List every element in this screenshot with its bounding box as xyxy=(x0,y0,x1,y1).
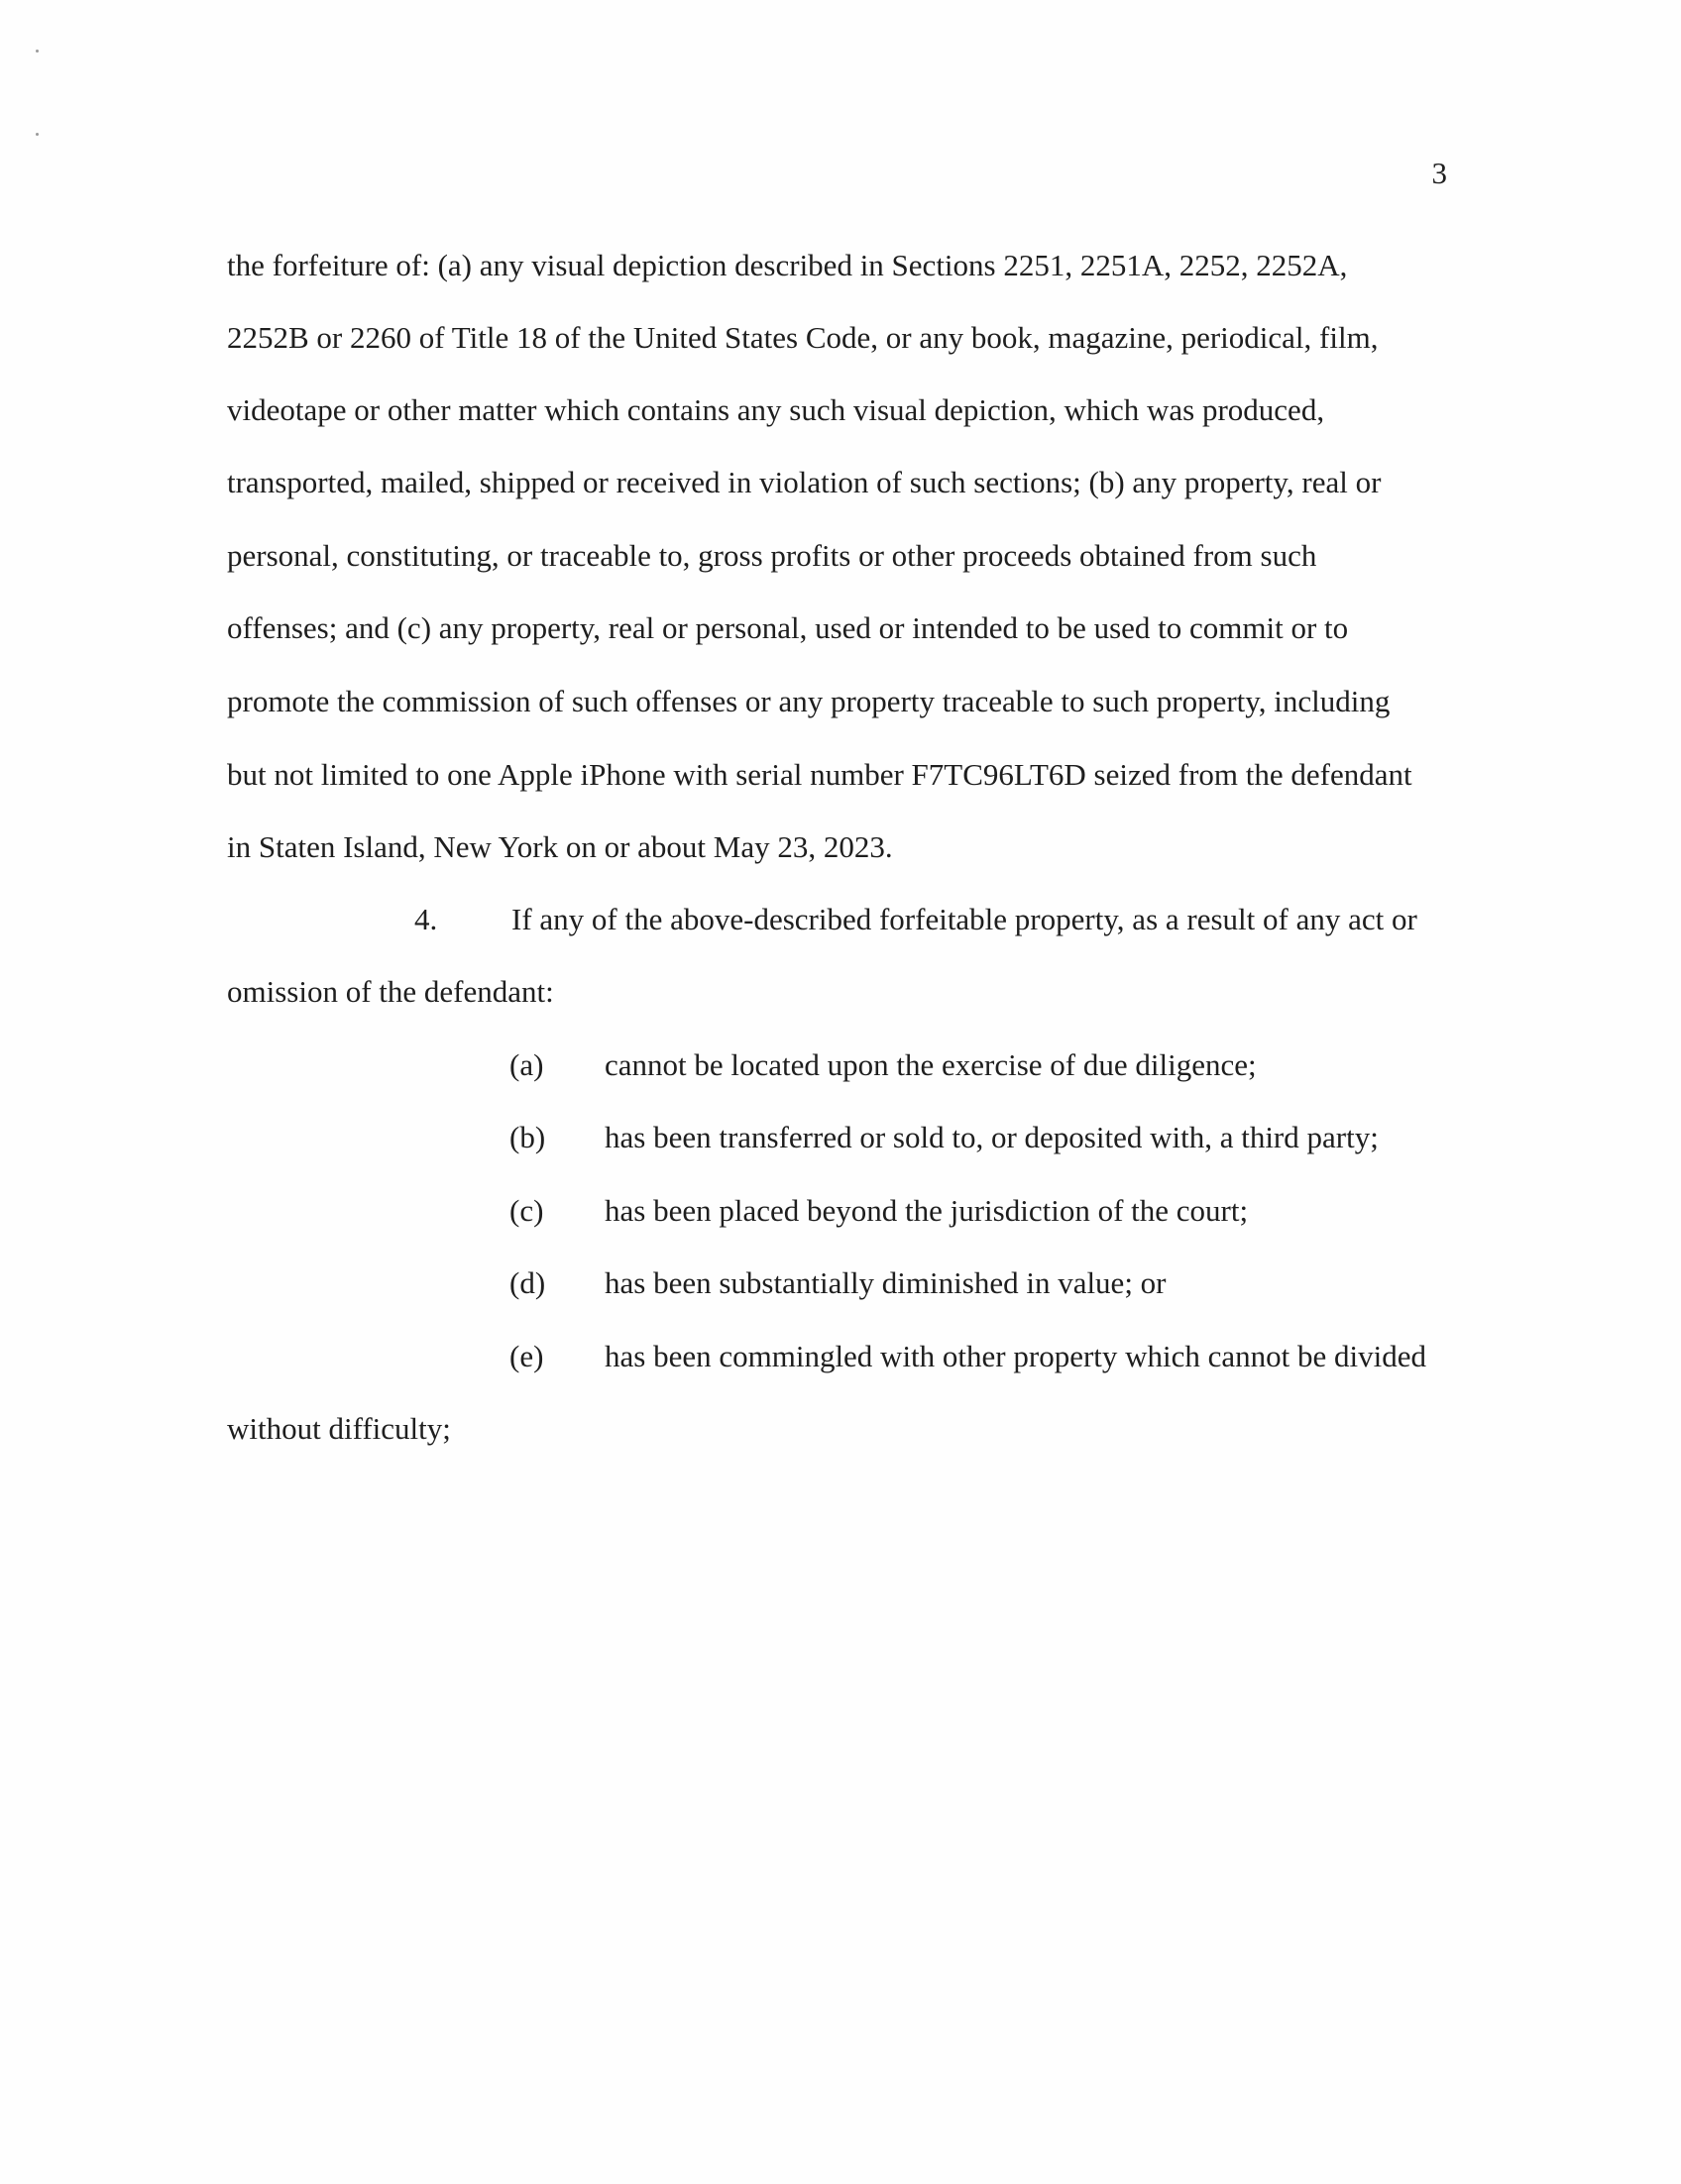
list-item-label-a: (a) xyxy=(509,1047,544,1082)
list-item-text-b: has been transferred or sold to, or deposited with, a third party; xyxy=(605,1120,1379,1154)
paragraph-4-number: 4. xyxy=(414,902,438,936)
list-item-label-d: (d) xyxy=(509,1265,546,1300)
paragraph-3-line-8: but not limited to one Apple iPhone with serial number F7TC96LT6D seized from the defendant xyxy=(227,757,1412,792)
paragraph-3-line-4: transported, mailed, shipped or received in violation of such sections; (b) any property, real or xyxy=(227,465,1382,499)
list-item-label-e: (e) xyxy=(509,1339,544,1373)
scan-speck xyxy=(36,133,39,136)
scan-speck xyxy=(36,50,39,53)
paragraph-3-line-2: 2252B or 2260 of Title 18 of the United States Code, or any book, magazine, periodical, film, xyxy=(227,320,1379,355)
list-item-text-a: cannot be located upon the exercise of due diligence; xyxy=(605,1047,1257,1082)
page-number: 3 xyxy=(1431,156,1447,190)
paragraph-3-line-9: in Staten Island, New York on or about May 23, 2023. xyxy=(227,829,893,864)
list-item-text-c: has been placed beyond the jurisdiction of the court; xyxy=(605,1193,1249,1228)
paragraph-4-first-line: If any of the above-described forfeitable property, as a result of any act or xyxy=(511,902,1417,936)
list-item-text-e: has been commingled with other property which cannot be divided xyxy=(605,1339,1427,1373)
paragraph-3-line-6: offenses; and (c) any property, real or personal, used or intended to be used to commit or to xyxy=(227,610,1349,645)
paragraph-3-line-7: promote the commission of such offenses or any property traceable to such property, including xyxy=(227,684,1391,718)
paragraph-3-line-5: personal, constituting, or traceable to, gross profits or other proceeds obtained from such xyxy=(227,538,1317,573)
list-item-label-b: (b) xyxy=(509,1120,546,1154)
paragraph-3-line-3: videotape or other matter which contains any such visual depiction, which was produced, xyxy=(227,392,1325,427)
paragraph-4-second-line: omission of the defendant: xyxy=(227,974,554,1009)
paragraph-4-continuation: without difficulty; xyxy=(227,1411,451,1446)
list-item-label-c: (c) xyxy=(509,1193,544,1228)
paragraph-3-line-1: the forfeiture of: (a) any visual depiction described in Sections 2251, 2251A, 2252, 2252A, xyxy=(227,248,1348,282)
list-item-text-d: has been substantially diminished in value; or xyxy=(605,1265,1167,1300)
